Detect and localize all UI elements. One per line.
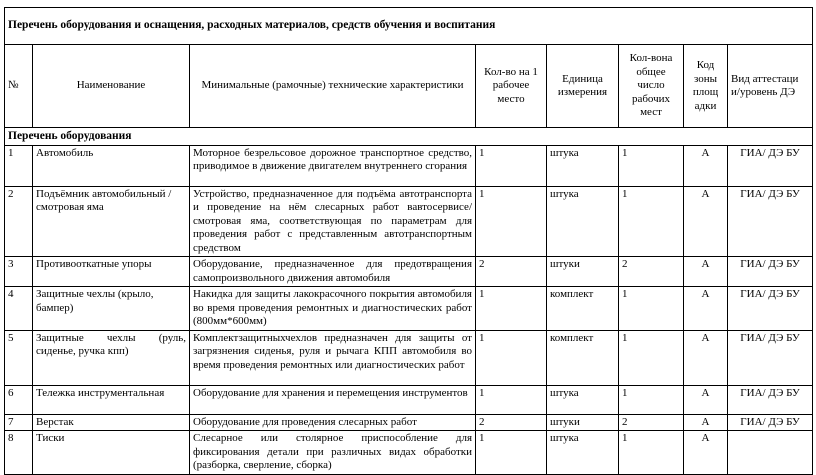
- row-name: Защитные чехлы (руль, сиденье, ручка кпп): [33, 330, 190, 385]
- row-spec: Устройство, предназначенное для подъёма автотранспорта и проведение на нём слесарных работ вавтосервисе/смотровая яма, соответствующая по параметрам для проведения работ с представленным автотранспортным средством: [190, 186, 476, 257]
- row-qty: 2: [476, 257, 547, 287]
- row-qty: 1: [476, 287, 547, 331]
- row-unit: штуки: [547, 414, 619, 431]
- row-attest: ГИА/ ДЭ БУ: [728, 385, 813, 414]
- header-attest: Вид аттестаци и/уровень ДЭ: [728, 45, 813, 128]
- row-total: 1: [619, 287, 684, 331]
- table-row: [5, 330, 813, 385]
- row-num: 6: [5, 385, 33, 414]
- row-name: Автомобиль: [33, 145, 190, 186]
- header-qty-total: Кол-вона общее число рабочих мест: [619, 45, 684, 128]
- row-zone: А: [684, 145, 728, 186]
- row-num: 1: [5, 145, 33, 186]
- header-name: Наименование: [33, 45, 190, 128]
- row-spec: Слесарное или столярное приспособление для фиксирования детали при различных видах обработки (разборка, сверление, сборка): [190, 431, 476, 475]
- row-unit: штука: [547, 431, 619, 475]
- row-zone: А: [684, 186, 728, 257]
- row-name: Верстак: [33, 414, 190, 431]
- row-name: Тиски: [33, 431, 190, 475]
- row-attest: ГИА/ ДЭ БУ: [728, 414, 813, 431]
- row-unit: штука: [547, 385, 619, 414]
- table-row: [5, 145, 813, 186]
- table-row: [5, 257, 813, 287]
- row-spec: Оборудование, предназначенное для предотвращения самопроизвольного движения автомобиля: [190, 257, 476, 287]
- row-zone: А: [684, 431, 728, 475]
- row-total: 1: [619, 330, 684, 385]
- row-total: 1: [619, 145, 684, 186]
- row-num: 2: [5, 186, 33, 257]
- header-spec: Минимальные (рамочные) технические характеристики: [190, 45, 476, 128]
- row-unit: штука: [547, 186, 619, 257]
- row-spec: Моторное безрельсовое дорожное транспортное средство, приводимое в движение двигателем внутреннего сгорания: [190, 145, 476, 186]
- row-qty: 1: [476, 330, 547, 385]
- table-row: [5, 385, 813, 414]
- row-attest: ГИА/ ДЭ БУ: [728, 287, 813, 331]
- row-zone: А: [684, 287, 728, 331]
- row-zone: А: [684, 257, 728, 287]
- row-spec: Оборудование для проведения слесарных работ: [190, 414, 476, 431]
- header-num: №: [5, 45, 33, 128]
- row-name: Противооткатные упоры: [33, 257, 190, 287]
- header-zone: Код зоны площ адки: [684, 45, 728, 128]
- row-unit: комплект: [547, 330, 619, 385]
- row-attest: ГИА/ ДЭ БУ: [728, 330, 813, 385]
- row-num: 5: [5, 330, 33, 385]
- section-title: Перечень оборудования: [5, 128, 813, 146]
- row-num: 7: [5, 414, 33, 431]
- row-unit: штуки: [547, 257, 619, 287]
- row-qty: 1: [476, 186, 547, 257]
- row-total: 1: [619, 431, 684, 475]
- row-zone: А: [684, 414, 728, 431]
- header-unit: Единица измерения: [547, 45, 619, 128]
- row-qty: 2: [476, 414, 547, 431]
- row-unit: комплект: [547, 287, 619, 331]
- row-qty: 1: [476, 145, 547, 186]
- row-num: 8: [5, 431, 33, 475]
- table-row: [5, 414, 813, 431]
- row-spec: Оборудование для хранения и перемещения инструментов: [190, 385, 476, 414]
- row-num: 4: [5, 287, 33, 331]
- row-unit: штука: [547, 145, 619, 186]
- row-spec: Накидка для защиты лакокрасочного покрытия автомобиля во время проведения ремонтных и диагностических работ (800мм*600мм): [190, 287, 476, 331]
- row-name: Защитные чехлы (крыло, бампер): [33, 287, 190, 331]
- row-total: 1: [619, 385, 684, 414]
- row-qty: 1: [476, 385, 547, 414]
- row-qty: 1: [476, 431, 547, 475]
- row-attest: ГИА/ ДЭ БУ: [728, 145, 813, 186]
- row-zone: А: [684, 330, 728, 385]
- row-name: Подъёмник автомобильный / смотровая яма: [33, 186, 190, 257]
- row-attest: ГИА/ ДЭ БУ: [728, 186, 813, 257]
- row-num: 3: [5, 257, 33, 287]
- equipment-table: [4, 7, 813, 475]
- row-attest: [728, 431, 813, 475]
- table-row: [5, 186, 813, 257]
- row-zone: А: [684, 385, 728, 414]
- row-total: 2: [619, 414, 684, 431]
- row-total: 1: [619, 186, 684, 257]
- row-total: 2: [619, 257, 684, 287]
- row-name: Тележка инструментальная: [33, 385, 190, 414]
- table-row: [5, 431, 813, 475]
- header-qty-per-place: Кол-во на 1 рабочее место: [476, 45, 547, 128]
- row-attest: ГИА/ ДЭ БУ: [728, 257, 813, 287]
- table-title: Перечень оборудования и оснащения, расходных материалов, средств обучения и воспитания: [5, 8, 813, 45]
- table-row: [5, 287, 813, 331]
- row-spec: Комплектзащитныхчехлов предназначен для защиты от загрязнения сиденья, руля и рычага КПП автомобиля во время проведения ремонтных или диагностических работ: [190, 330, 476, 385]
